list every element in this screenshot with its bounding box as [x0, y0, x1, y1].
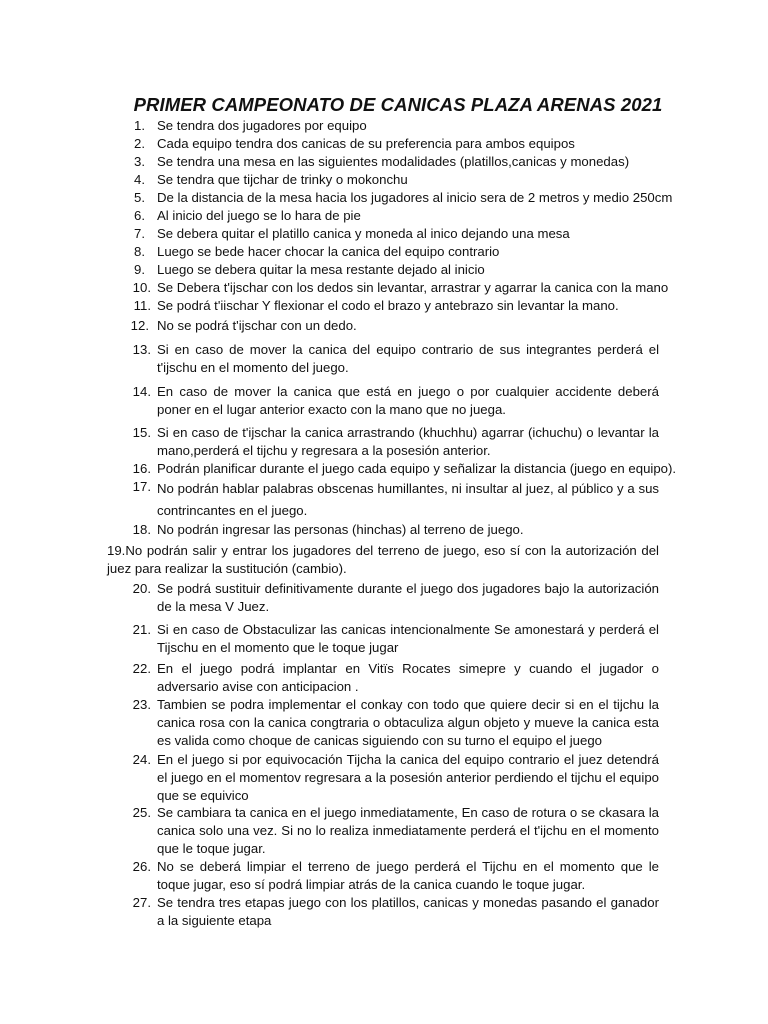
rule-number: 17. [132, 479, 151, 494]
rule-number: 1. [134, 118, 145, 133]
rule-text: No podrán ingresar las personas (hinchas) al terreno de juego. [157, 522, 524, 537]
rule-number: 13. [132, 342, 151, 357]
rule-text: Al inicio del juego se lo hara de pie [157, 208, 361, 223]
rule-number: 15. [132, 425, 151, 440]
rule-number: 22. [132, 661, 151, 676]
rule-number: 18. [132, 522, 151, 537]
rule-number: 12. [130, 318, 149, 333]
rule-text: Se debera quitar el platillo canica y moneda al inico dejando una mesa [157, 226, 570, 241]
rule-text: Si en caso de Obstaculizar las canicas intencionalmente Se amonestará y perderá el Tijschu en el momento que le toque jugar [157, 622, 659, 655]
rule-text: Si en caso de t'ijschar la canica arrastrando (khuchhu) agarrar (ichuchu) o levantar la mano,perderá el tijchu y regresara a la posesión anterior. [157, 425, 659, 458]
rule-number: 5. [134, 190, 145, 205]
rule-text: De la distancia de la mesa hacia los jugadores al inicio sera de 2 metros y medio 250cm [157, 190, 673, 205]
rule-text: En el juego si por equivocación Tijcha la canica del equipo contrario el juez detendrá el juego en el momentov regresara a la posesión anterior perdiendo el tijchu el equipo que se equivico [157, 752, 659, 803]
rule-text: No se deberá limpiar el terreno de juego perderá el Tijchu en el momento que le toque jugar, eso sí podrá limpiar atrás de la canica cuando le toque jugar. [157, 859, 659, 892]
rule-text: Luego se debera quitar la mesa restante dejado al inicio [157, 262, 485, 277]
rule-number: 6. [134, 208, 145, 223]
rule-number: 27. [132, 895, 151, 910]
rule-number: 11. [133, 298, 151, 313]
rule-text: Se Debera t'ijschar con los dedos sin levantar, arrastrar y agarrar la canica con la mano [157, 280, 669, 295]
rule-text: No podrán hablar palabras obscenas humillantes, ni insultar al juez, al público y a sus contrincantes en el juego. [157, 481, 659, 518]
rule-number: 10. [132, 280, 151, 295]
rule-number: 7. [134, 226, 145, 241]
rule-text: Cada equipo tendra dos canicas de su preferencia para ambos equipos [157, 136, 575, 151]
rule-text: No se podrá t'ijschar con un dedo. [157, 318, 357, 333]
rule-number: 23. [132, 697, 151, 712]
rule-text: Luego se bede hacer chocar la canica del equipo contrario [157, 244, 500, 259]
rule-number: 2. [134, 136, 145, 151]
rule-text: Se tendra una mesa en las siguientes modalidades (platillos,canicas y monedas) [157, 154, 630, 169]
rule-item-19: 19.No podrán salir y entrar los jugadores del terreno de juego, eso sí con la autorización del juez para realizar la sustitución (cambio). [107, 543, 659, 576]
rule-number: 9. [134, 262, 145, 277]
rule-number: 16. [132, 461, 151, 476]
rule-number: 4. [134, 172, 145, 187]
rule-number: 14. [132, 384, 151, 399]
rule-text: Se podrá t'iischar Y flexionar el codo el brazo y antebrazo sin levantar la mano. [157, 298, 619, 313]
rule-number: 21. [132, 622, 151, 637]
rule-number: 8. [134, 244, 145, 259]
rule-number: 24. [132, 752, 151, 767]
rule-text: Si en caso de mover la canica del equipo contrario de sus integrantes perderá el t'ijschu en el momento del juego. [157, 342, 659, 375]
rule-number: 26. [132, 859, 151, 874]
rule-text: En caso de mover la canica que está en juego o por cualquier accidente deberá poner en el lugar anterior exacto con la mano que no juega. [157, 384, 659, 417]
rule-text: Se tendra dos jugadores por equipo [157, 118, 367, 133]
rule-text: Se podrá sustituir definitivamente durante el juego dos jugadores bajo la autorización de la mesa V Juez. [157, 581, 659, 614]
rule-text: Podrán planificar durante el juego cada equipo y señalizar la distancia (juego en equipo). [157, 461, 677, 476]
rule-text: Se cambiara ta canica en el juego inmediatamente, En caso de rotura o se ckasara la canica solo una vez. Si no lo realiza inmediatamente perderá el t'ijchu en el momento que le toque jugar. [157, 805, 659, 856]
rule-text: Tambien se podra implementar el conkay con todo que quiere decir si en el tijchu la canica rosa con la canica congtraria o obtaculiza algun objeto y mueve la canica esta es valida como choque de canicas siguiendo con su turno el equipo el juego [157, 697, 659, 748]
rule-text: Se tendra que tijchar de trinky o mokonchu [157, 172, 408, 187]
rule-number: 25. [132, 805, 151, 820]
rule-number: 3. [134, 154, 145, 169]
rule-number: 20. [132, 581, 151, 596]
document-title: PRIMER CAMPEONATO DE CANICAS PLAZA ARENAS 2021 [133, 94, 663, 115]
rule-text: Se tendra tres etapas juego con los platillos, canicas y monedas pasando el ganador a la siguiente etapa [157, 895, 659, 928]
rule-text: En el juego podrá implantar en Vitïs Rocates simepre y cuando el jugador o adversario avise con anticipacion . [157, 661, 659, 694]
